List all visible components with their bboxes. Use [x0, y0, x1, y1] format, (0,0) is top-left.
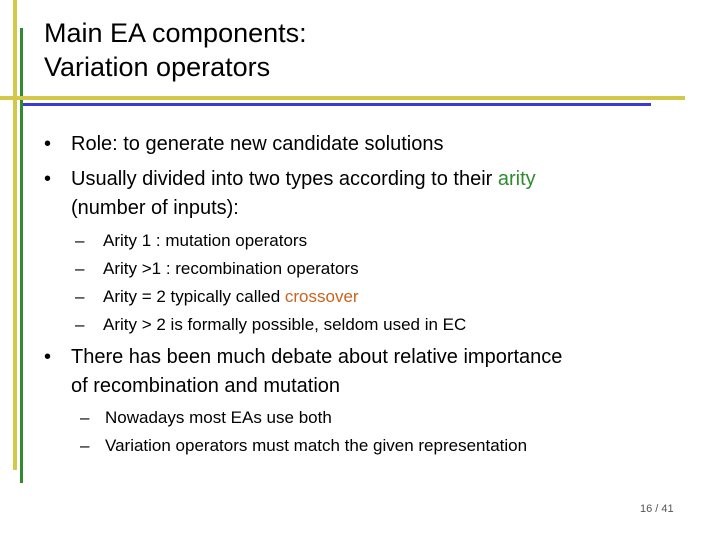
bullet-types-text-cont: (number of inputs):	[71, 197, 239, 219]
bullet-debate-line2: of recombination and mutation	[71, 375, 341, 397]
dash-marker: –	[75, 231, 85, 250]
sub-bullet-text	[103, 283, 359, 311]
sub-bullet-text: Arity 1 : mutation operators	[103, 231, 308, 250]
bullet-types-text	[71, 165, 536, 194]
decorative-horizontal-yellow-line	[0, 96, 685, 100]
dash-marker: –	[75, 287, 85, 306]
arity-highlight: arity	[497, 168, 536, 190]
bullet-debate-line1: There has been much debate about relative importance	[71, 346, 563, 368]
crossover-highlight: crossover	[284, 287, 359, 306]
sub-bullet-text: Arity > 2 is formally possible, seldom used in EC	[103, 315, 467, 334]
dash-marker: –	[80, 436, 90, 455]
bullet-role-text: Role: to generate new candidate solutions	[71, 133, 444, 155]
sub-bullet-text-main: Arity = 2 typically called	[103, 287, 285, 306]
dash-marker: –	[75, 315, 85, 334]
dash-marker: –	[80, 408, 90, 427]
page-number: 16 / 41	[640, 503, 674, 515]
bullet-types-text-main: Usually divided into two types according to their	[71, 168, 498, 190]
slide-title-line2: Variation operators	[44, 52, 271, 82]
decorative-vertical-yellow-line	[13, 0, 17, 470]
slide-title	[44, 16, 307, 84]
bullet-dot: •	[44, 133, 52, 155]
sub-bullet-text: Nowadays most EAs use both	[105, 408, 332, 427]
bullet-dot: •	[44, 346, 52, 368]
dash-marker: –	[75, 259, 85, 278]
bullet-dot: •	[44, 168, 52, 190]
slide-title-line1: Main EA components:	[44, 18, 307, 48]
decorative-horizontal-blue-line	[23, 103, 651, 106]
sub-bullet-text: Arity >1 : recombination operators	[103, 259, 359, 278]
sub-bullet-text: Variation operators must match the given representation	[105, 436, 528, 455]
